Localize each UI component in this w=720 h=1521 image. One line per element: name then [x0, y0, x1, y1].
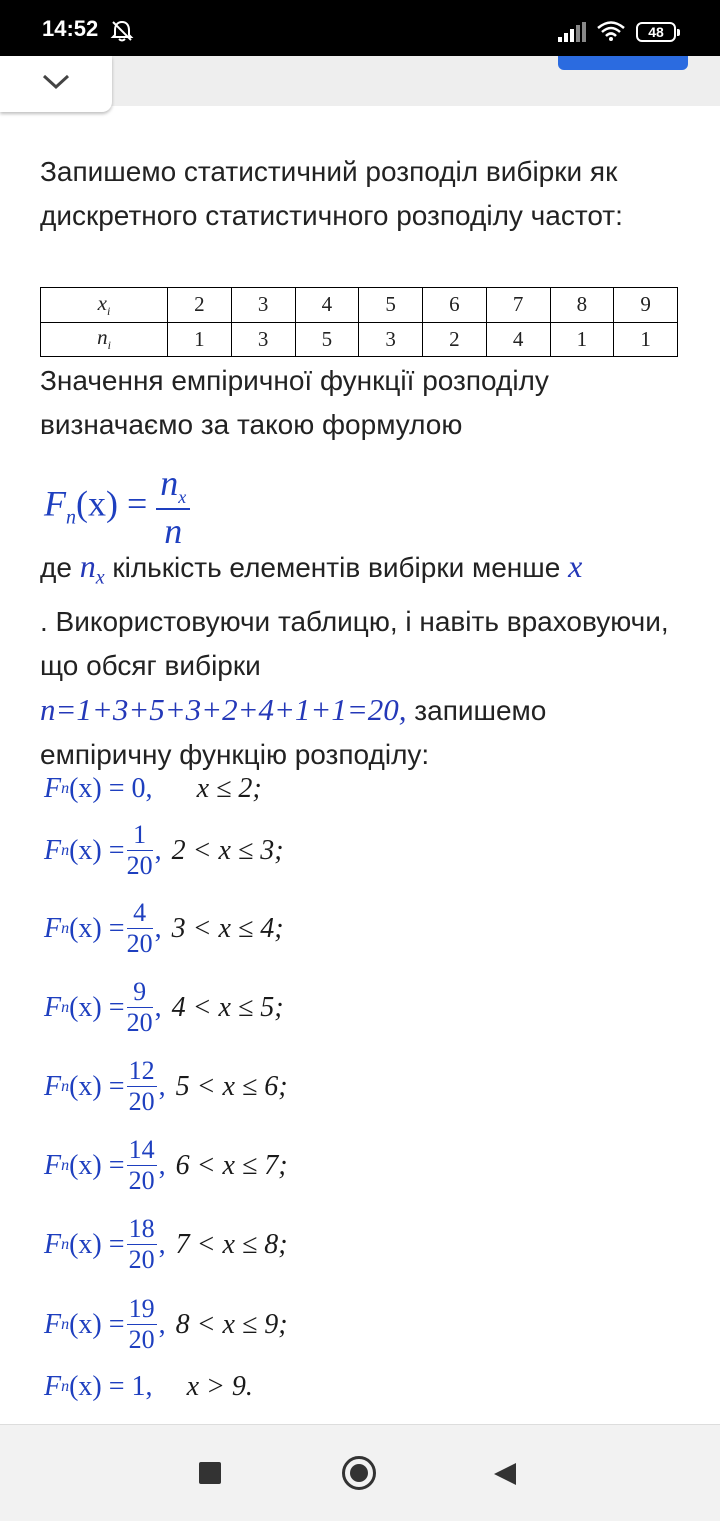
- table-cell: 4: [486, 322, 550, 357]
- table-cell: 4: [295, 288, 359, 323]
- circle-icon[interactable]: [342, 1456, 376, 1490]
- table-row: [41, 288, 678, 323]
- formula-line: F n (x) = 1, x > 9.: [44, 1371, 253, 1402]
- battery-indicator: 48: [636, 22, 676, 42]
- table-cell: 1: [614, 322, 678, 357]
- table-cell: 5: [295, 322, 359, 357]
- table-cell: 3: [231, 322, 295, 357]
- formula-line: F n (x) = $\frac{1}{20}$ , 2 < x ≤ 3;: [44, 820, 284, 880]
- formula-line: F n (x) = $\frac{14}{20}$ , 6 < x ≤ 7;: [44, 1135, 288, 1195]
- formula-line: F n (x) = $\frac{12}{20}$ , 5 < x ≤ 6;: [44, 1056, 288, 1116]
- answer-content: [40, 150, 690, 238]
- wifi-icon: [596, 20, 626, 47]
- square-icon[interactable]: [199, 1462, 221, 1484]
- frequency-table: [40, 287, 678, 357]
- signal-icon: [558, 22, 586, 47]
- blue-button-strip[interactable]: [558, 56, 688, 70]
- table-cell: 3: [359, 322, 423, 357]
- formula-line: F n (x) = $\frac{19}{20}$ , 8 < x ≤ 9;: [44, 1294, 288, 1354]
- table-cell: 1: [168, 322, 232, 357]
- table-cell: 8: [550, 288, 614, 323]
- table-cell: 7: [486, 288, 550, 323]
- table-cell: 2: [168, 288, 232, 323]
- paragraph-explanation: де $n_x$ кількість елементів вибірки менше x . Використовуючи таблицю, і навіть враховуючи, що обсяг вибірки n=1+3+5+3+2+4+1+1=20, запишемо емпіричну функцію розподілу:: [40, 548, 669, 770]
- table-cell: 1: [550, 322, 614, 357]
- collapse-button[interactable]: [0, 56, 112, 112]
- formula-line: F n (x) = $\frac{9}{20}$ , 4 < x ≤ 5;: [44, 977, 284, 1037]
- formula-line: F n (x) = $\frac{4}{20}$ , 3 < x ≤ 4;: [44, 898, 284, 958]
- table-cell: 2: [423, 322, 487, 357]
- paragraph-intro: Запишемо статистичний розподіл вибірки як дискретного статистичного розподілу частот:: [40, 156, 623, 231]
- status-time: 14:52: [42, 16, 99, 41]
- bell-off-icon: [110, 20, 134, 47]
- table-row: [41, 322, 678, 357]
- formula-fraction: $\frac{n_x}{n}$: [156, 462, 190, 552]
- formula-line: F n (x) = $\frac{18}{20}$ , 7 < x ≤ 8;: [44, 1214, 288, 1274]
- chevron-down-icon: [41, 73, 71, 96]
- table-cell: 9: [614, 288, 678, 323]
- status-bar: [0, 0, 720, 56]
- main-formula: $F_n(x)$ = $\frac{n_x}{n}$: [44, 462, 190, 552]
- paragraph-formula-intro: Значення емпіричної функції розподілу визначаємо за такою формулою: [40, 365, 549, 440]
- table-cell: 6: [423, 288, 487, 323]
- formula-line: F n (x) = 0, x ≤ 2;: [44, 773, 262, 804]
- table-cell: 3: [231, 288, 295, 323]
- row-header-x: $x_i$: [41, 288, 168, 323]
- row-header-n: $n_i$: [41, 322, 168, 357]
- table-cell: 5: [359, 288, 423, 323]
- sample-sum: n=1+3+5+3+2+4+1+1=20,: [40, 691, 407, 727]
- triangle-back-icon[interactable]: [492, 1461, 518, 1492]
- navigation-bar: [0, 1424, 720, 1521]
